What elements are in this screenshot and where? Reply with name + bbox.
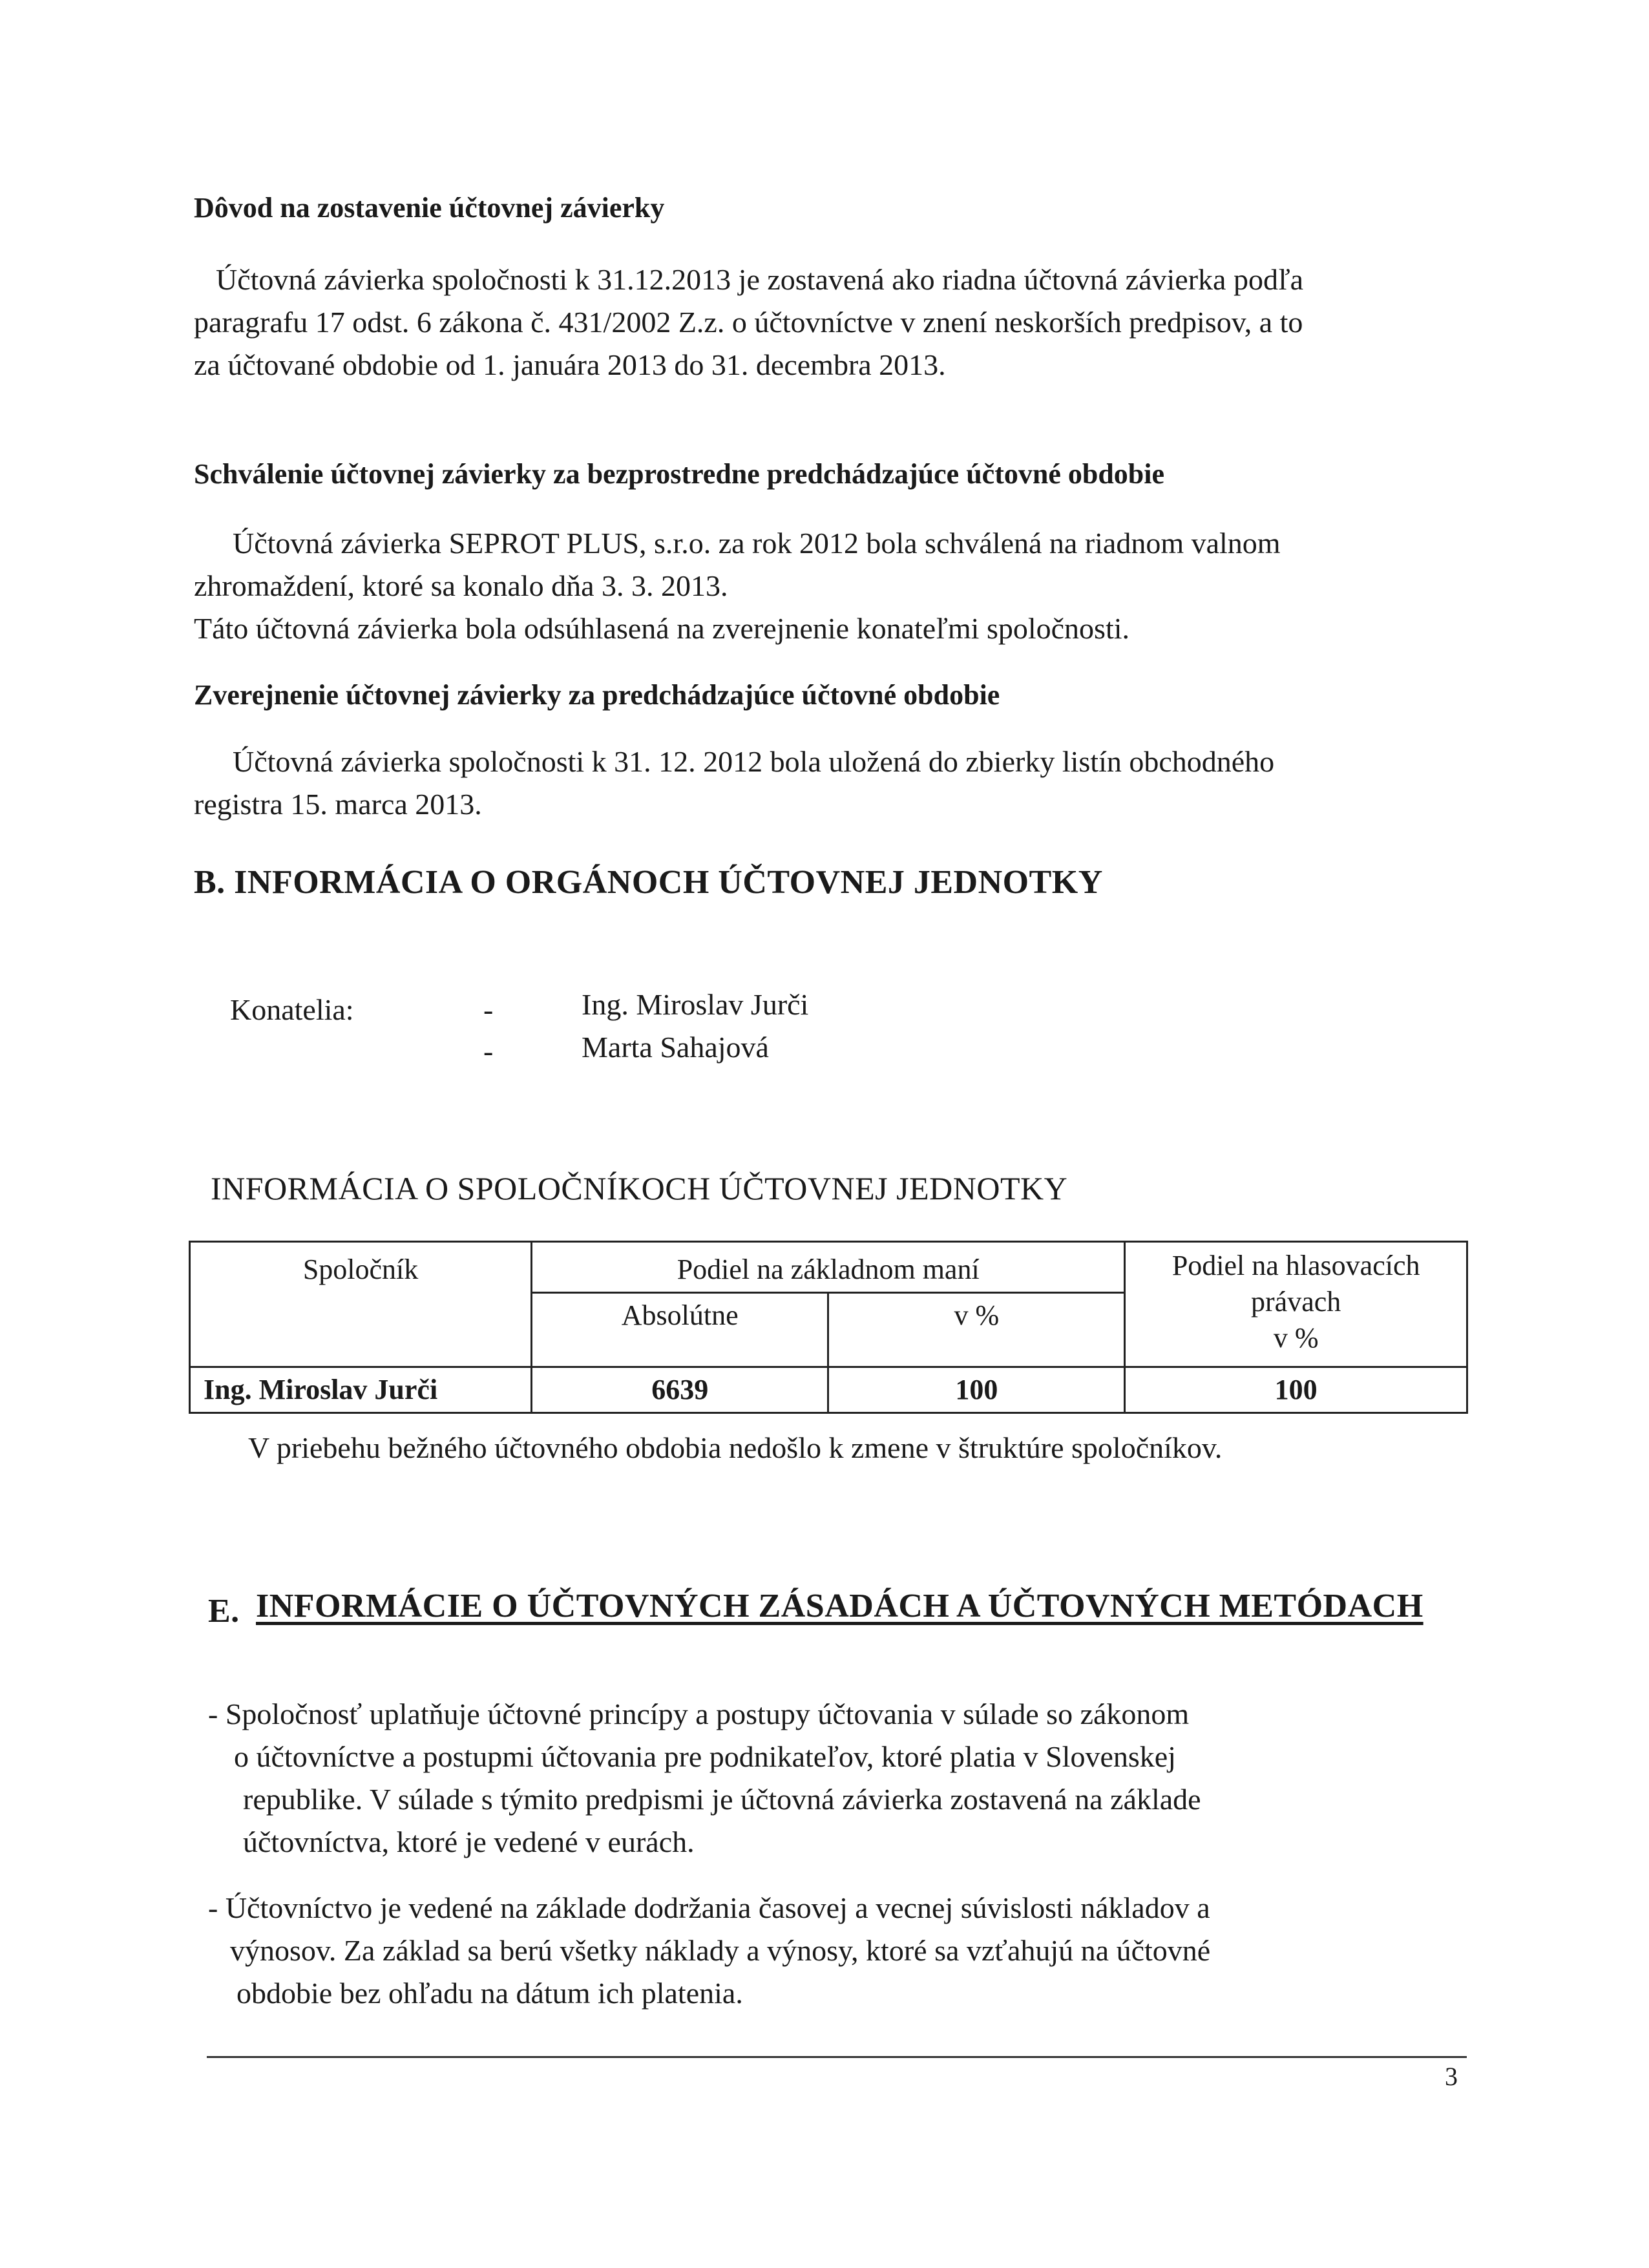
cell-voting: 100 — [1125, 1367, 1467, 1413]
heading-section-b: B. INFORMÁCIA O ORGÁNOCH ÚČTOVNEJ JEDNOTKY — [194, 864, 1103, 901]
heading-partners: INFORMÁCIA O SPOLOČNÍKOCH ÚČTOVNEJ JEDNOTKY — [211, 1170, 1068, 1206]
manager-name: Ing. Miroslav Jurči — [582, 988, 809, 1021]
text-line: o účtovníctve a postupmi účtovania pre podnikateľov, ktoré platia v Slovenskej — [234, 1740, 1176, 1773]
text-line: obdobie bez ohľadu na dátum ich platenia. — [236, 1977, 743, 2010]
heading-approval: Schválenie účtovnej závierky za bezprostredne predchádzajúce účtovné obdobie — [194, 458, 1165, 490]
text-line: republike. V súlade s týmito predpismi je účtovná závierka zostavená na základe — [243, 1783, 1201, 1816]
heading-reason: Dôvod na zostavenie účtovnej závierky — [194, 192, 665, 224]
paragraph-approval-cont — [194, 565, 1447, 650]
paragraph-publication — [233, 740, 1447, 783]
text-line: - Účtovníctvo je vedené na základe dodržania časovej a vecnej súvislosti nákladov a — [208, 1891, 1210, 1924]
header-voting-line: v % — [1273, 1322, 1319, 1354]
text-line: Účtovná závierka spoločnosti k 31. 12. 2012 bola uložená do zbierky listín obchodného — [233, 745, 1275, 778]
text-line: zhromaždení, ktoré sa konalo dňa 3. 3. 2013. — [194, 569, 728, 602]
paragraph-reason-cont — [194, 301, 1444, 386]
bullet-accrual-principle — [208, 1887, 1210, 2015]
section-e-prefix: E. — [208, 1593, 240, 1630]
header-voting-line: právach — [1251, 1286, 1341, 1318]
partners-table — [189, 1241, 1468, 1414]
text-line: Účtovná závierka SEPROT PLUS, s.r.o. za rok 2012 bola schválená na riadnom valnom — [233, 527, 1281, 560]
footer-rule — [207, 2056, 1467, 2058]
text-line: paragrafu 17 odst. 6 zákona č. 431/2002 Z.z. o účtovníctve v znení neskorších predpisov, a to — [194, 306, 1303, 339]
paragraph-reason — [216, 258, 1444, 301]
text-line: účtovníctva, ktoré je vedené v eurách. — [243, 1825, 695, 1858]
header-voting — [1125, 1242, 1467, 1367]
text-line: výnosov. Za základ sa berú všetky náklady a výnosy, ktoré sa vzťahujú na účtovné — [230, 1934, 1211, 1967]
page-number: 3 — [1445, 2062, 1458, 2091]
heading-publication: Zverejnenie účtovnej závierky za predchádzajúce účtovné obdobie — [194, 679, 1000, 711]
cell-partner: Ing. Miroslav Jurči — [190, 1367, 532, 1413]
text-line: registra 15. marca 2013. — [194, 788, 482, 821]
label-managers: Konatelia: — [230, 993, 354, 1026]
paragraph-approval — [233, 522, 1447, 565]
text-line: za účtované obdobie od 1. januára 2013 do 31. decembra 2013. — [194, 348, 946, 381]
header-share: Podiel na základnom maní — [532, 1242, 1125, 1293]
text-line: Účtovná závierka spoločnosti k 31.12.2013 je zostavená ako riadna účtovná závierka podľa — [216, 263, 1304, 296]
cell-percent: 100 — [828, 1367, 1125, 1413]
header-voting-line: Podiel na hlasovacích — [1171, 1250, 1420, 1281]
header-absolute: Absolútne — [532, 1293, 828, 1367]
table-header-row — [190, 1242, 1467, 1293]
text-line: Táto účtovná závierka bola odsúhlasená na zverejnenie konateľmi spoločnosti. — [194, 612, 1130, 645]
table-row — [190, 1367, 1467, 1413]
header-percent: v % — [828, 1293, 1125, 1367]
cell-absolute: 6639 — [532, 1367, 828, 1413]
manager-name: Marta Sahajová — [582, 1031, 769, 1064]
bullet-accounting-principles — [208, 1693, 1201, 1864]
partners-note: V priebehu bežného účtovného obdobia nedošlo k zmene v štruktúre spoločníkov. — [248, 1431, 1223, 1464]
dash: - — [483, 993, 494, 1026]
heading-section-e: INFORMÁCIE O ÚČTOVNÝCH ZÁSADÁCH A ÚČTOVNÝCH METÓDACH — [256, 1588, 1423, 1624]
paragraph-publication-cont — [194, 783, 1447, 826]
dash: - — [483, 1034, 494, 1067]
text-line: - Spoločnosť uplatňuje účtovné princípy a postupy účtovania v súlade so zákonom — [208, 1697, 1190, 1730]
header-partner: Spoločník — [190, 1242, 532, 1367]
